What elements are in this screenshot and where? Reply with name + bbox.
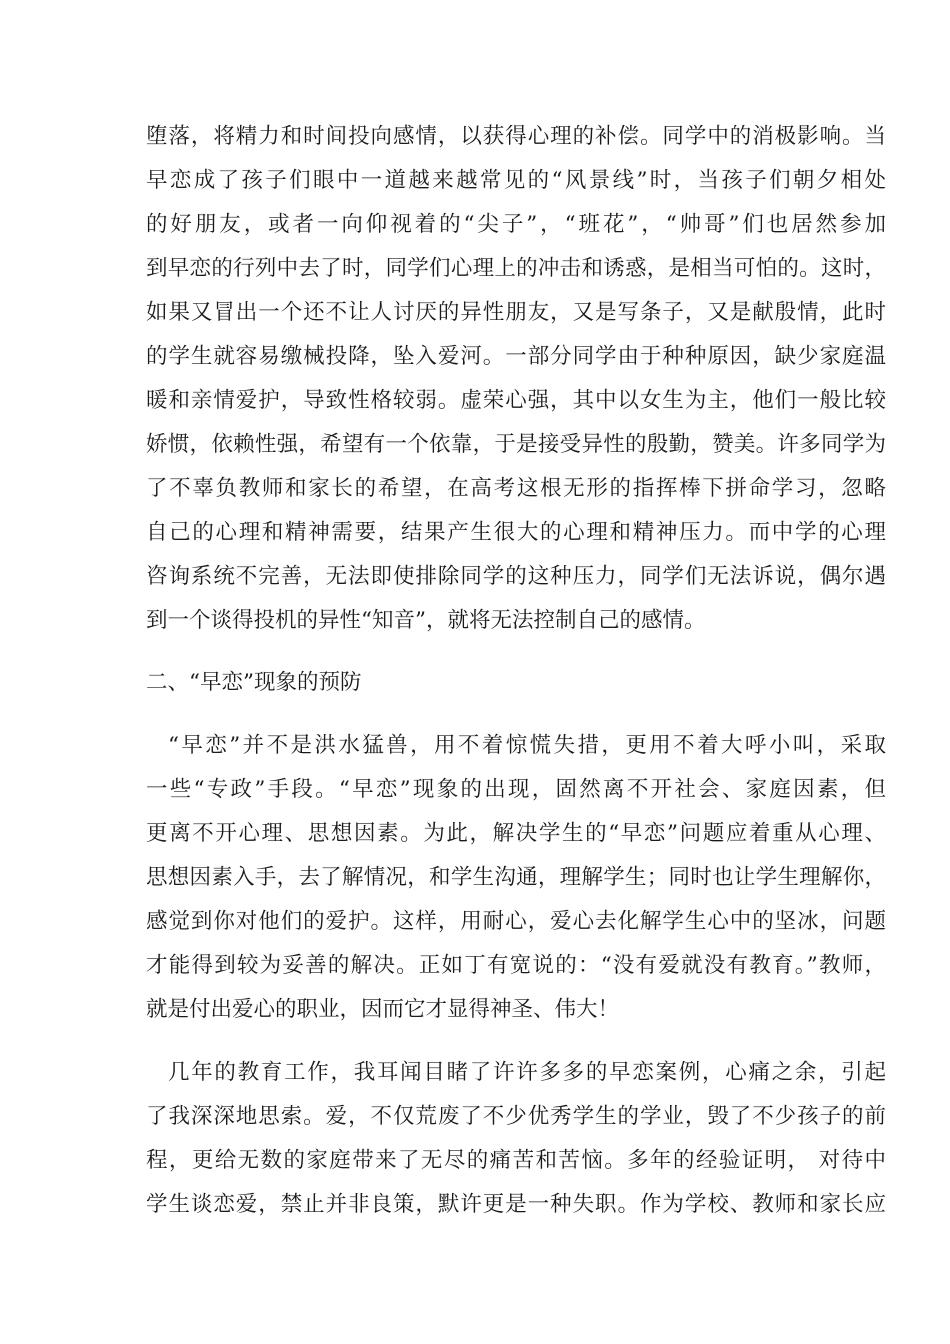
text-line: 暖和亲情爱护，导致性格较弱。虚荣心强，其中以女生为主，他们一般比较 — [146, 388, 886, 413]
text-line: 的好朋友，或者一向仰视着的“尖子”，“班花”，“帅哥”们也居然参加 — [146, 212, 886, 237]
text-line: 自己的心理和精神需要，结果产生很大的心理和精神压力。而中学的心理 — [146, 520, 886, 545]
text-line: 了不辜负教师和家长的希望，在高考这根无形的指挥棒下拼命学习，忽略 — [146, 476, 886, 501]
text-line: 咨询系统不完善，无法即使排除同学的这种压力，同学们无法诉说，偶尔遇 — [146, 564, 886, 589]
text-line: 一些“专政”手段。“早恋”现象的出现，固然离不开社会、家庭因素，但 — [146, 777, 886, 802]
text-line: 堕落，将精力和时间投向感情，以获得心理的补偿。同学中的消极影响。当 — [146, 124, 886, 149]
text-line: 娇惯，依赖性强，希望有一个依靠，于是接受异性的殷勤，赞美。许多同学为 — [146, 432, 886, 457]
text-line: 思想因素入手，去了解情况，和学生沟通，理解学生；同时也让学生理解你， — [146, 865, 886, 890]
text-line: 才能得到较为妥善的解决。正如丁有宽说的：“没有爱就没有教育。”教师， — [146, 953, 886, 978]
text-line: 了我深深地思索。爱，不仅荒废了不少优秀学生的学业，毁了不少孩子的前 — [146, 1104, 886, 1129]
text-line: 几年的教育工作，我耳闻目睹了许许多多的早恋案例，心痛之余，引起 — [168, 1060, 886, 1085]
text-line: 更离不开心理、思想因素。为此，解决学生的“早恋”问题应着重从心理、 — [146, 821, 886, 846]
text-line: 如果又冒出一个还不让人讨厌的异性朋友，又是写条子，又是献殷情，此时 — [146, 300, 886, 325]
text-line: 到一个谈得投机的异性“知音”，就将无法控制自己的感情。 — [146, 608, 706, 633]
text-line: 学生谈恋爱，禁止并非良策，默许更是一种失职。作为学校、教师和家长应 — [146, 1192, 886, 1217]
text-line: 就是付出爱心的职业，因而它才显得神圣、伟大！ — [146, 997, 620, 1022]
text-line: 的学生就容易缴械投降，坠入爱河。一部分同学由于种种原因，缺少家庭温 — [146, 344, 886, 369]
text-line: “早恋”并不是洪水猛兽，用不着惊慌失措，更用不着大呼小叫，采取 — [168, 733, 886, 758]
section-heading: 二、“早恋”现象的预防 — [146, 670, 362, 695]
text-line: 感觉到你对他们的爱护。这样，用耐心，爱心去化解学生心中的坚冰，问题 — [146, 909, 886, 934]
text-line: 程，更给无数的家庭带来了无尽的痛苦和苦恼。多年的经验证明， 对待中 — [146, 1148, 886, 1173]
text-line: 到早恋的行列中去了时，同学们心理上的冲击和诱惑，是相当可怕的。这时， — [146, 256, 886, 281]
text-line: 早恋成了孩子们眼中一道越来越常见的“风景线”时，当孩子们朝夕相处 — [146, 168, 886, 193]
